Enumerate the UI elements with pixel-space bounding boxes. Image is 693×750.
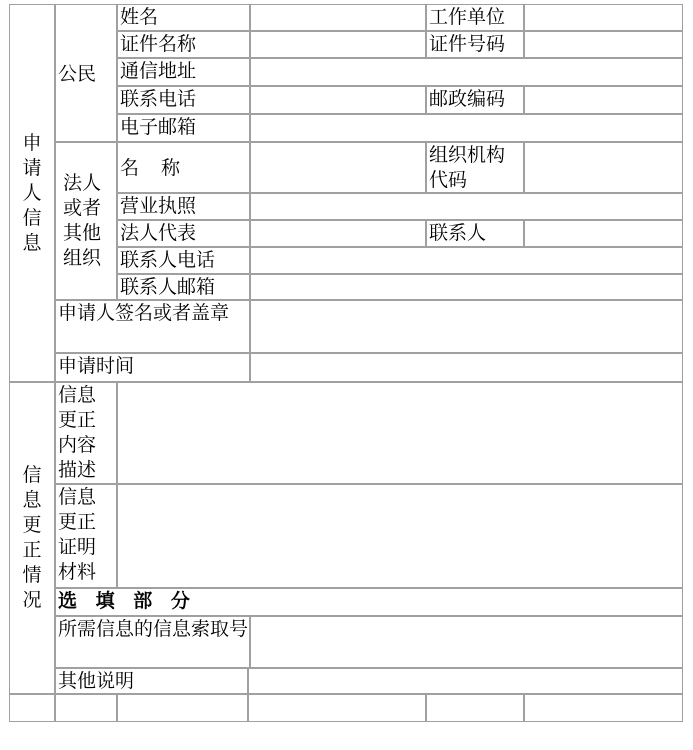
date-label: 申请时间 [55, 353, 250, 382]
info-index-label: 所需信息的信息索取号 [55, 616, 250, 668]
citizen-postcode-label: 邮政编码 [426, 86, 524, 114]
org-name-input[interactable] [250, 142, 426, 193]
citizen-id-type-label: 证件名称 [117, 31, 250, 58]
citizen-phone-input[interactable] [250, 86, 426, 114]
citizen-employer-label: 工作单位 [426, 4, 524, 31]
empty-cell [524, 694, 683, 722]
citizen-name-input[interactable] [250, 4, 426, 31]
empty-cell [248, 694, 426, 722]
empty-cell [55, 694, 117, 722]
org-license-label: 营业执照 [117, 193, 250, 220]
correction-content-input[interactable] [117, 382, 683, 484]
other-notes-input[interactable] [248, 668, 683, 694]
correction-proof-input[interactable] [117, 484, 683, 588]
group-citizen-label: 公民 [55, 4, 117, 142]
citizen-email-label: 电子邮箱 [117, 114, 250, 142]
info-index-input[interactable] [250, 616, 683, 668]
citizen-email-input[interactable] [250, 114, 683, 142]
other-notes-label: 其他说明 [55, 668, 248, 694]
org-contact-email-label: 联系人邮箱 [117, 274, 250, 300]
signature-input[interactable] [250, 300, 683, 353]
citizen-id-number-input[interactable] [524, 31, 683, 58]
org-contact-email-input[interactable] [250, 274, 683, 300]
citizen-phone-label: 联系电话 [117, 86, 250, 114]
org-contact-phone-input[interactable] [250, 247, 683, 274]
org-contact-phone-label: 联系人电话 [117, 247, 250, 274]
citizen-postcode-input[interactable] [524, 86, 683, 114]
org-license-input[interactable] [250, 193, 683, 220]
org-contact-input[interactable] [524, 220, 683, 247]
org-name-label: 名 称 [117, 142, 250, 193]
org-legal-rep-label: 法人代表 [117, 220, 250, 247]
org-code-input[interactable] [524, 142, 683, 193]
optional-section-header: 选 填 部 分 [55, 588, 683, 616]
section-correction-info: 信息 更正情况 [9, 382, 55, 694]
group-organization-label: 法人或者其他组织 [55, 142, 117, 300]
empty-cell [9, 694, 55, 722]
org-legal-rep-input[interactable] [250, 220, 426, 247]
org-code-label: 组织机构代码 [426, 142, 524, 193]
correction-proof-label: 信息更正证明材料 [55, 484, 117, 588]
citizen-employer-input[interactable] [524, 4, 683, 31]
citizen-address-input[interactable] [250, 58, 683, 86]
citizen-address-label: 通信地址 [117, 58, 250, 86]
date-input[interactable] [250, 353, 683, 382]
org-contact-label: 联系人 [426, 220, 524, 247]
signature-label: 申请人签名或者盖章 [55, 300, 250, 353]
empty-cell [117, 694, 248, 722]
empty-cell [426, 694, 524, 722]
citizen-id-type-input[interactable] [250, 31, 426, 58]
section-applicant-info: 申请人信息 [9, 4, 55, 382]
citizen-id-number-label: 证件号码 [426, 31, 524, 58]
citizen-name-label: 姓名 [117, 4, 250, 31]
correction-content-label: 信息更正内容描述 [55, 382, 117, 484]
